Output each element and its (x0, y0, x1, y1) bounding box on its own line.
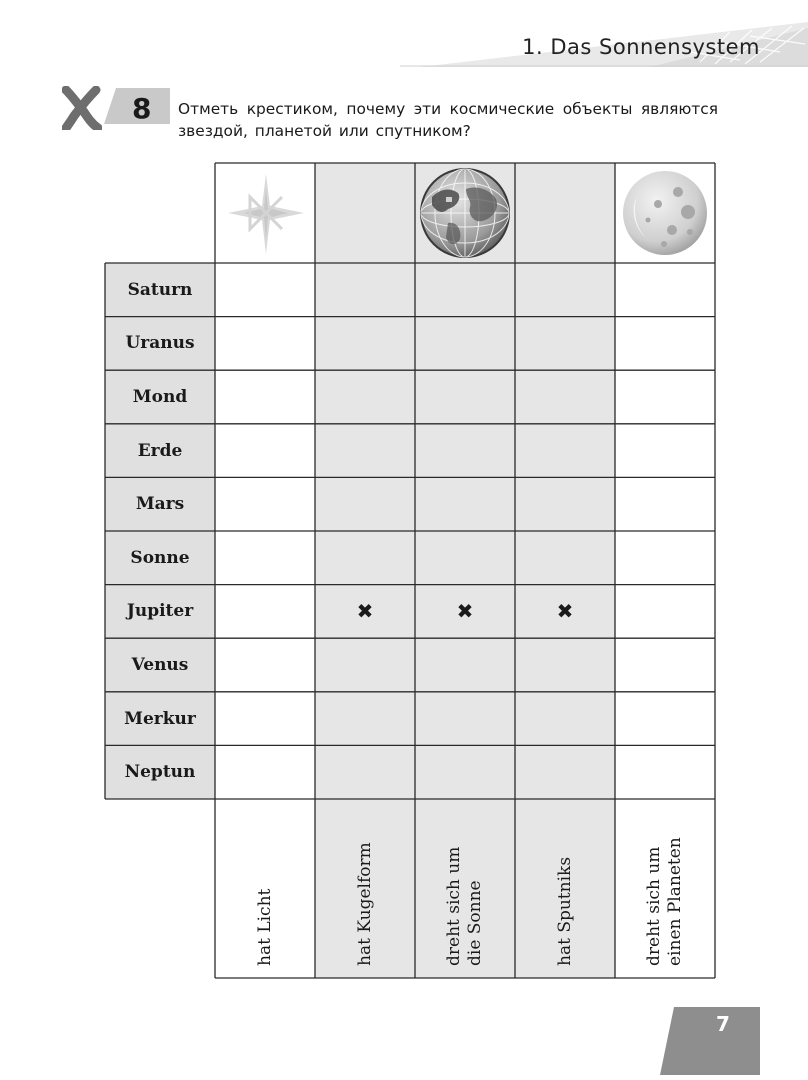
answer-cell[interactable] (215, 531, 315, 585)
answer-cell[interactable] (615, 263, 715, 317)
answer-cell[interactable] (415, 745, 515, 799)
answer-cell[interactable] (515, 531, 615, 585)
answer-cell[interactable] (315, 692, 415, 746)
task-instruction: Отметь крестиком, почему эти космические объекты являются звездой, планетой или спутником? (178, 100, 718, 140)
answer-cell[interactable] (515, 370, 615, 424)
answer-cell[interactable] (615, 638, 715, 692)
moon-icon (620, 168, 710, 258)
answer-cell[interactable] (315, 370, 415, 424)
row-label-jupiter: Jupiter (126, 601, 194, 622)
answer-cell[interactable] (215, 692, 315, 746)
answer-cell[interactable] (315, 531, 415, 585)
answer-cell[interactable] (415, 317, 515, 371)
answer-cell[interactable] (615, 477, 715, 531)
row-label-erde: Erde (137, 440, 183, 461)
answer-cell[interactable] (415, 531, 515, 585)
answer-cell[interactable] (315, 263, 415, 317)
column-label-line: einen Planeten (665, 837, 685, 966)
column-label-line: hat Kugelform (354, 842, 375, 966)
page-number: 7 (716, 1012, 730, 1036)
answer-cell[interactable] (315, 745, 415, 799)
row-label-neptun: Neptun (124, 762, 196, 783)
answer-cell[interactable] (615, 370, 715, 424)
answer-cell[interactable] (415, 638, 515, 692)
column-label (444, 847, 486, 966)
row-label-merkur: Merkur (124, 708, 196, 729)
answer-cell[interactable] (215, 424, 315, 478)
answer-cell[interactable] (215, 585, 315, 639)
answer-cell[interactable] (215, 317, 315, 371)
row-label-saturn: Saturn (127, 279, 193, 300)
answer-cell[interactable] (615, 424, 715, 478)
column-label-line: hat Licht (254, 888, 275, 966)
answer-cell[interactable] (515, 638, 615, 692)
answer-cell[interactable] (315, 638, 415, 692)
answer-cell[interactable] (415, 263, 515, 317)
column-label-line: dreht sich um (644, 846, 664, 966)
earth-globe-icon (418, 167, 512, 259)
answer-cell[interactable] (415, 424, 515, 478)
column-label (255, 889, 276, 966)
column-label (355, 842, 376, 966)
answer-cell[interactable] (215, 745, 315, 799)
answer-cell[interactable] (315, 477, 415, 531)
answer-cell[interactable] (615, 692, 715, 746)
cross-mark: ✖ (356, 599, 374, 624)
answer-cell[interactable] (215, 263, 315, 317)
column-label-line: hat Sputniks (554, 856, 575, 966)
answer-cell[interactable] (415, 370, 515, 424)
answer-cell[interactable] (515, 745, 615, 799)
task-number: 8 (132, 92, 152, 125)
task-cross-icon (62, 86, 102, 130)
chapter-title: 1. Das Sonnensystem (522, 35, 760, 59)
answer-cell[interactable] (415, 692, 515, 746)
star-icon (222, 170, 310, 256)
column-label (555, 857, 576, 966)
row-label-venus: Venus (131, 654, 189, 675)
answer-cell[interactable] (515, 692, 615, 746)
answer-cell[interactable] (315, 424, 415, 478)
answer-cell[interactable] (515, 477, 615, 531)
row-label-mond: Mond (132, 386, 188, 407)
row-label-sonne: Sonne (130, 547, 190, 568)
answer-cell[interactable] (615, 585, 715, 639)
column-label-line: die Sonne (465, 880, 485, 966)
answer-cell[interactable] (615, 317, 715, 371)
answer-cell[interactable] (615, 745, 715, 799)
answer-cell[interactable] (315, 317, 415, 371)
answer-cell[interactable] (515, 424, 615, 478)
answer-cell[interactable] (215, 638, 315, 692)
answer-cell[interactable] (415, 477, 515, 531)
row-label-uranus: Uranus (125, 333, 195, 354)
cross-mark: ✖ (556, 599, 574, 624)
answer-cell[interactable] (515, 263, 615, 317)
cross-mark: ✖ (456, 599, 474, 624)
answer-cell[interactable] (615, 531, 715, 585)
page-number-tab (660, 1005, 760, 1075)
column-label (644, 837, 686, 966)
row-label-mars: Mars (135, 494, 185, 515)
answer-cell[interactable] (215, 370, 315, 424)
answer-cell[interactable] (215, 477, 315, 531)
answer-cell[interactable] (515, 317, 615, 371)
column-label-line: dreht sich um (444, 846, 464, 966)
